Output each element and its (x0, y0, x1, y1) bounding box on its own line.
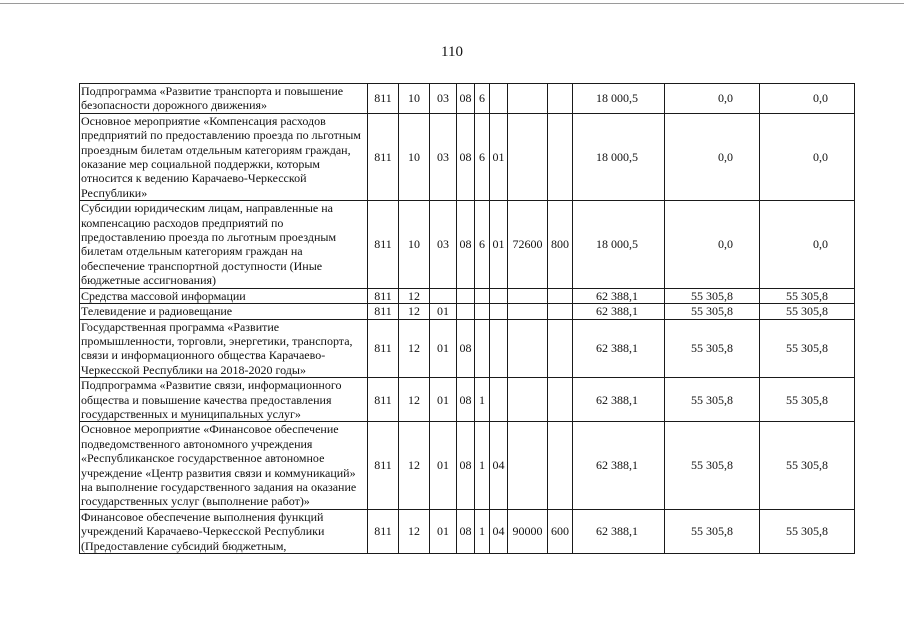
subprogram-code-cell: 1 (475, 509, 490, 553)
subprogram-code-cell: 6 (475, 113, 490, 200)
amount-cell-1: 62 388,1 (573, 304, 665, 319)
expense-type-code-cell (548, 113, 573, 200)
amount-cell-2: 0,0 (665, 84, 760, 114)
activity-code-cell (490, 304, 508, 319)
section-code-cell: 10 (399, 113, 430, 200)
subsection-code-cell: 01 (430, 509, 457, 553)
direction-code-cell (508, 304, 548, 319)
expense-type-code-cell (548, 422, 573, 509)
program-code-cell: 08 (457, 113, 475, 200)
subsection-code-cell: 03 (430, 84, 457, 114)
program-code-cell: 08 (457, 378, 475, 422)
row-name-cell: Субсидии юридическим лицам, направленные на компенсацию расходов предприятий по предоставлению проезда по льготным проездным билетам отдельным категориям граждан на обеспечение транспортной доступности (Иные бюджетные ассигнования) (80, 201, 368, 288)
amount-cell-3: 0,0 (760, 84, 855, 114)
ministry-code-cell: 811 (368, 201, 399, 288)
activity-code-cell (490, 84, 508, 114)
program-code-cell: 08 (457, 84, 475, 114)
table-row (80, 509, 855, 553)
table-row (80, 201, 855, 288)
direction-code-cell (508, 288, 548, 303)
page-number: 110 (441, 44, 463, 60)
row-name-cell: Средства массовой информации (80, 288, 368, 303)
ministry-code-cell: 811 (368, 509, 399, 553)
amount-cell-2: 55 305,8 (665, 422, 760, 509)
table-row (80, 304, 855, 319)
direction-code-cell: 90000 (508, 509, 548, 553)
subsection-code-cell: 01 (430, 304, 457, 319)
ministry-code-cell: 811 (368, 113, 399, 200)
direction-code-cell (508, 378, 548, 422)
amount-cell-1: 18 000,5 (573, 201, 665, 288)
program-code-cell: 08 (457, 422, 475, 509)
program-code-cell: 08 (457, 201, 475, 288)
amount-cell-2: 55 305,8 (665, 288, 760, 303)
ministry-code-cell: 811 (368, 319, 399, 378)
subsection-code-cell: 01 (430, 378, 457, 422)
amount-cell-2: 55 305,8 (665, 304, 760, 319)
row-name-cell: Телевидение и радиовещание (80, 304, 368, 319)
program-code-cell (457, 304, 475, 319)
row-name-cell: Основное мероприятие «Финансовое обеспечение подведомственного автономного учреждения «Республиканское государственное автономное учреждение «Центр развития связи и коммуникаций» на выполнение государственного задания на оказание государственных услуг (выполнение работ)» (80, 422, 368, 509)
amount-cell-1: 62 388,1 (573, 319, 665, 378)
program-code-cell (457, 288, 475, 303)
subprogram-code-cell: 1 (475, 422, 490, 509)
table-row (80, 288, 855, 303)
ministry-code-cell: 811 (368, 84, 399, 114)
activity-code-cell (490, 319, 508, 378)
budget-table (79, 83, 855, 554)
program-code-cell: 08 (457, 319, 475, 378)
direction-code-cell (508, 113, 548, 200)
subprogram-code-cell (475, 319, 490, 378)
section-code-cell: 12 (399, 422, 430, 509)
row-name-cell: Основное мероприятие «Компенсация расходов предприятий по предоставлению проезда по льготным проездным билетам отдельным категориям граждан, оказание мер социальной поддержки, которым относится к ведению Карачаево-Черкесской Республики» (80, 113, 368, 200)
row-name-cell: Подпрограмма «Развитие транспорта и повышение безопасности дорожного движения» (80, 84, 368, 114)
subsection-code-cell (430, 288, 457, 303)
amount-cell-3: 55 305,8 (760, 509, 855, 553)
amount-cell-3: 55 305,8 (760, 378, 855, 422)
activity-code-cell: 04 (490, 509, 508, 553)
amount-cell-3: 0,0 (760, 113, 855, 200)
amount-cell-3: 55 305,8 (760, 288, 855, 303)
direction-code-cell (508, 84, 548, 114)
row-name-cell: Финансовое обеспечение выполнения функций учреждений Карачаево-Черкесской Республики (Предоставление субсидий бюджетным, (80, 509, 368, 553)
amount-cell-3: 55 305,8 (760, 304, 855, 319)
expense-type-code-cell (548, 304, 573, 319)
row-name-cell: Государственная программа «Развитие промышленности, торговли, энергетики, транспорта, связи и информационного общества Карачаево-Черкесской Республики на 2018-2020 годы» (80, 319, 368, 378)
table-row (80, 422, 855, 509)
ministry-code-cell: 811 (368, 422, 399, 509)
subsection-code-cell: 01 (430, 319, 457, 378)
expense-type-code-cell (548, 288, 573, 303)
amount-cell-2: 55 305,8 (665, 509, 760, 553)
amount-cell-2: 0,0 (665, 201, 760, 288)
subsection-code-cell: 03 (430, 201, 457, 288)
amount-cell-1: 62 388,1 (573, 288, 665, 303)
amount-cell-1: 62 388,1 (573, 378, 665, 422)
direction-code-cell (508, 319, 548, 378)
subprogram-code-cell: 6 (475, 84, 490, 114)
amount-cell-2: 55 305,8 (665, 319, 760, 378)
subsection-code-cell: 01 (430, 422, 457, 509)
section-code-cell: 10 (399, 201, 430, 288)
activity-code-cell (490, 378, 508, 422)
subprogram-code-cell (475, 304, 490, 319)
ministry-code-cell: 811 (368, 378, 399, 422)
amount-cell-3: 0,0 (760, 201, 855, 288)
section-code-cell: 10 (399, 84, 430, 114)
subprogram-code-cell: 1 (475, 378, 490, 422)
section-code-cell: 12 (399, 319, 430, 378)
top-scan-edge (0, 3, 904, 4)
expense-type-code-cell (548, 378, 573, 422)
table-row (80, 378, 855, 422)
activity-code-cell: 01 (490, 201, 508, 288)
amount-cell-1: 62 388,1 (573, 422, 665, 509)
table-row (80, 113, 855, 200)
table-row (80, 319, 855, 378)
expense-type-code-cell (548, 84, 573, 114)
amount-cell-2: 55 305,8 (665, 378, 760, 422)
section-code-cell: 12 (399, 378, 430, 422)
activity-code-cell: 01 (490, 113, 508, 200)
subprogram-code-cell: 6 (475, 201, 490, 288)
expense-type-code-cell: 800 (548, 201, 573, 288)
amount-cell-3: 55 305,8 (760, 319, 855, 378)
expense-type-code-cell: 600 (548, 509, 573, 553)
section-code-cell: 12 (399, 509, 430, 553)
direction-code-cell: 72600 (508, 201, 548, 288)
subprogram-code-cell (475, 288, 490, 303)
row-name-cell: Подпрограмма «Развитие связи, информационного общества и повышение качества предоставления государственных и муниципальных услуг» (80, 378, 368, 422)
expense-type-code-cell (548, 319, 573, 378)
ministry-code-cell: 811 (368, 288, 399, 303)
amount-cell-1: 62 388,1 (573, 509, 665, 553)
ministry-code-cell: 811 (368, 304, 399, 319)
table-row (80, 84, 855, 114)
budget-table-body (80, 84, 855, 554)
activity-code-cell: 04 (490, 422, 508, 509)
amount-cell-3: 55 305,8 (760, 422, 855, 509)
section-code-cell: 12 (399, 304, 430, 319)
activity-code-cell (490, 288, 508, 303)
amount-cell-1: 18 000,5 (573, 84, 665, 114)
direction-code-cell (508, 422, 548, 509)
subsection-code-cell: 03 (430, 113, 457, 200)
program-code-cell: 08 (457, 509, 475, 553)
amount-cell-1: 18 000,5 (573, 113, 665, 200)
amount-cell-2: 0,0 (665, 113, 760, 200)
section-code-cell: 12 (399, 288, 430, 303)
